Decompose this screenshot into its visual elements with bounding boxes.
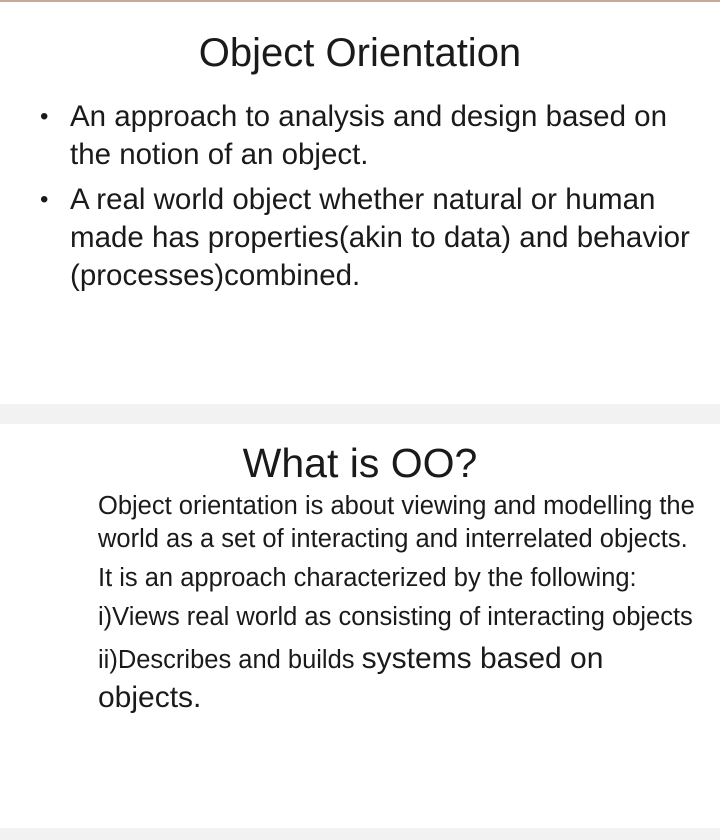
paragraph: i)Views real world as consisting of interacting objects [98, 603, 693, 631]
paragraph: It is an approach characterized by the following: [98, 564, 637, 592]
slide-object-orientation [0, 2, 720, 404]
paragraph-text-small: ii)Describes and builds [98, 646, 362, 674]
paragraph [98, 640, 710, 718]
bullet-list [40, 98, 710, 302]
paragraph-text-large: systems based on objects. [98, 642, 604, 714]
bullet-icon: • [40, 186, 49, 213]
bullet-item [40, 181, 710, 295]
bullet-text: A real world object whether natural or human made has properties(akin to data) and behavior (processes)combined. [70, 183, 690, 292]
slide-title: Object Orientation [198, 31, 522, 75]
bullet-item [40, 98, 710, 174]
slide-what-is-oo [0, 424, 720, 828]
paragraph-block [98, 490, 710, 724]
slide-title: What is OO? [242, 440, 478, 486]
bullet-text: An approach to analysis and design based on the notion of an object. [70, 100, 667, 171]
paragraph: Object orientation is about viewing and modelling the world as a set of interacting and interrelated objects. [98, 492, 695, 553]
bullet-icon: • [40, 103, 49, 130]
